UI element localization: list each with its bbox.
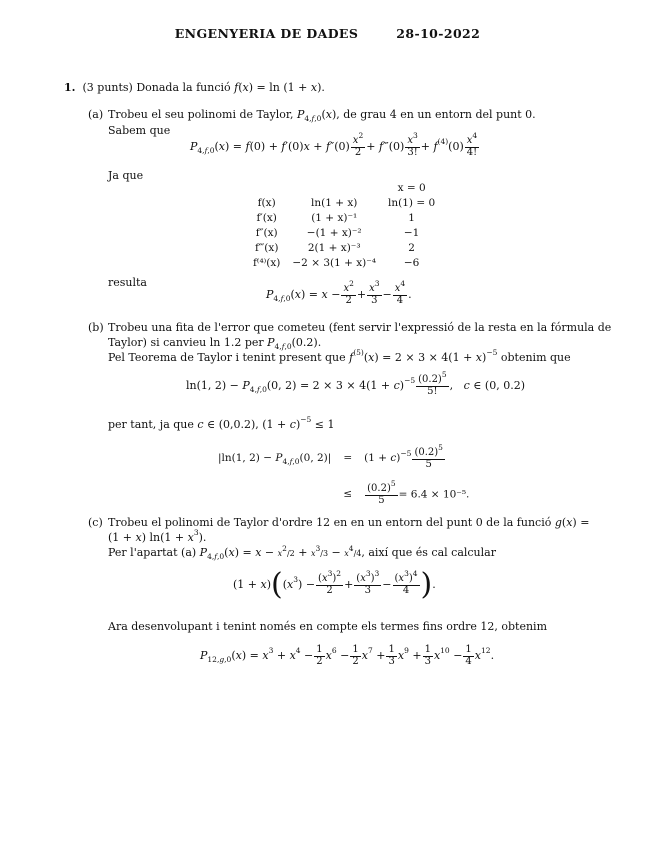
remainder-formula: ln(1, $2) - P_{4,f,0}(0$, $2) = 2 \times 3 \times 4(1 + c)^{-5}$ $\frac{(0.2)^5}{5!}$ , c ∈ (0, 0.2): [186, 369, 526, 397]
part-b-label: (b): [88, 321, 104, 334]
table-row: [247, 226, 441, 241]
table-cell-expr: 2(1 + x)⁻³: [307, 241, 361, 254]
table-row: [247, 196, 441, 211]
part-a-label: (a): [88, 108, 104, 121]
part-b-taylor-text: Pel Teorema de Taylor i tenint present que $f^{(5)}(x) = 2 \times 3 \times 4(1 + x)^{-5}$ obtenim que: [108, 348, 571, 364]
error-bound: [212, 441, 475, 513]
problem-intro-text: (3 punts) Donada la funció f(x) = ln (1 + x).: [82, 81, 325, 94]
taylor-result: $P_{4,f,0}(x) = x$ − $\frac{x^2}{2}$ + $\frac{x^3}{3}$ − $\frac{x^4}{4}$ .: [266, 278, 412, 306]
table-cell-f: f″(x): [255, 226, 278, 239]
part-a-sabem: Sabem que: [108, 124, 171, 137]
part-b-statement-2: Taylor) si canvieu ln 1.2 per $P_{4,f,0}(0.2)$.: [108, 336, 322, 352]
exam-date: 28-10-2022: [396, 26, 481, 41]
taylor-formula: $P_{4,f,0}(x) = f(0) + f'(0)x + f''(0)$ $\frac{x^2}{2}$ + f‴(0) $\frac{x^3}{3!}$ + $f^{(4)}(0)$ $\frac{x^4}{4!}$: [190, 130, 478, 158]
part-c-apartat: Per l'apartat (a) $P_{4,f,0}(x) = x - x^2/2 + x^3/3 - x^4/4$, així que és cal calcular: [108, 544, 496, 562]
part-b-statement-1: Trobeu una fita de l'error que cometeu (fent servir l'expressió de la resta en la fórmula de: [108, 321, 612, 334]
table-cell-f: f⁽⁴⁾(x): [253, 256, 281, 269]
table-cell-f: f‴(x): [254, 241, 279, 254]
error-lhs: |ln(1, $2) - P_{4,f,0}(0$, 2)|: [218, 452, 332, 467]
part-a-ja-que: Ja que: [108, 169, 144, 182]
table-cell-expr: −2 × 3(1 + x)⁻⁴: [292, 256, 377, 269]
table-cell-f: f′(x): [256, 211, 277, 224]
part-a-resulta: resulta: [108, 276, 147, 289]
part-c-ara: Ara desenvolupant i tenint només en compte els termes fins ordre 12, obtenim: [108, 620, 548, 633]
table-cell-val: −1: [403, 226, 420, 239]
part-b-per-tant: per tant, ja que c ∈ (0,0.2), $(1 + c)^{-5} \le 1$: [108, 415, 335, 431]
error-rhs-1: $(1 + c)^{-5}$ $\frac{(0.2)^5}{5}$: [364, 442, 443, 470]
derivative-table: [247, 181, 441, 271]
error-rhs-2: $\frac{(0.2)^5}{5}$ = 6.4 × 10⁻⁵.: [367, 478, 470, 506]
table-cell-expr: −(1 + x)⁻²: [306, 226, 362, 239]
table-cell-val: ln(1) = 0: [388, 196, 436, 209]
table-cell-val: −6: [403, 256, 420, 269]
table-header: x = 0: [397, 181, 426, 194]
part-c-statement-2: (1 + x) $\ln(1 + x^3)$.: [108, 528, 207, 544]
table-row: [247, 241, 441, 256]
page-header: [0, 26, 655, 42]
problem-intro: [64, 81, 325, 95]
part-a-statement: Trobeu el seu polinomi de Taylor, $P_{4,f,0}(x)$, de grau 4 en un entorn del punt 0.: [108, 108, 536, 124]
table-cell-val: 1: [408, 211, 415, 224]
table-cell-val: 2: [408, 241, 415, 254]
table-row: [247, 256, 441, 271]
error-result: = 6.4 × 10⁻⁵.: [398, 488, 470, 501]
table-row: [247, 211, 441, 226]
table-cell-expr: ln(1 + x): [311, 196, 358, 209]
problem-number: 1.: [64, 81, 76, 94]
table-cell-expr: (1 + x)⁻¹: [311, 211, 358, 224]
course-title: ENGENYERIA DE DADES: [174, 26, 359, 41]
table-cell-f: f(x): [257, 196, 276, 209]
composition-formula: $(1 + x)((x^3)$ − $\frac{(x^3)^2}{2}$ + $\frac{(x^3)^3}{3}$ − $\frac{(x^3)^4}{4}$ ).: [233, 567, 436, 602]
part-c-label: (c): [88, 516, 103, 529]
part-c-statement-1: Trobeu el polinomi de Taylor d'ordre 12 en en un entorn del punt 0 de la funció g(x) =: [108, 516, 590, 529]
leq-sign: ≤: [343, 488, 353, 501]
final-polynomial: $P_{12,g,0}(x) = x^3 + x^4$ − $\frac{1}{2}$ $x^6$ − $\frac{1}{2}$ $x^7$ + $\frac{1}{3}$ $x^9$ + $\frac{1}{3}$ $x^{10}$ − $\frac{1}{4}$ $x^{12}$.: [200, 644, 495, 667]
equals-sign: =: [343, 452, 353, 465]
